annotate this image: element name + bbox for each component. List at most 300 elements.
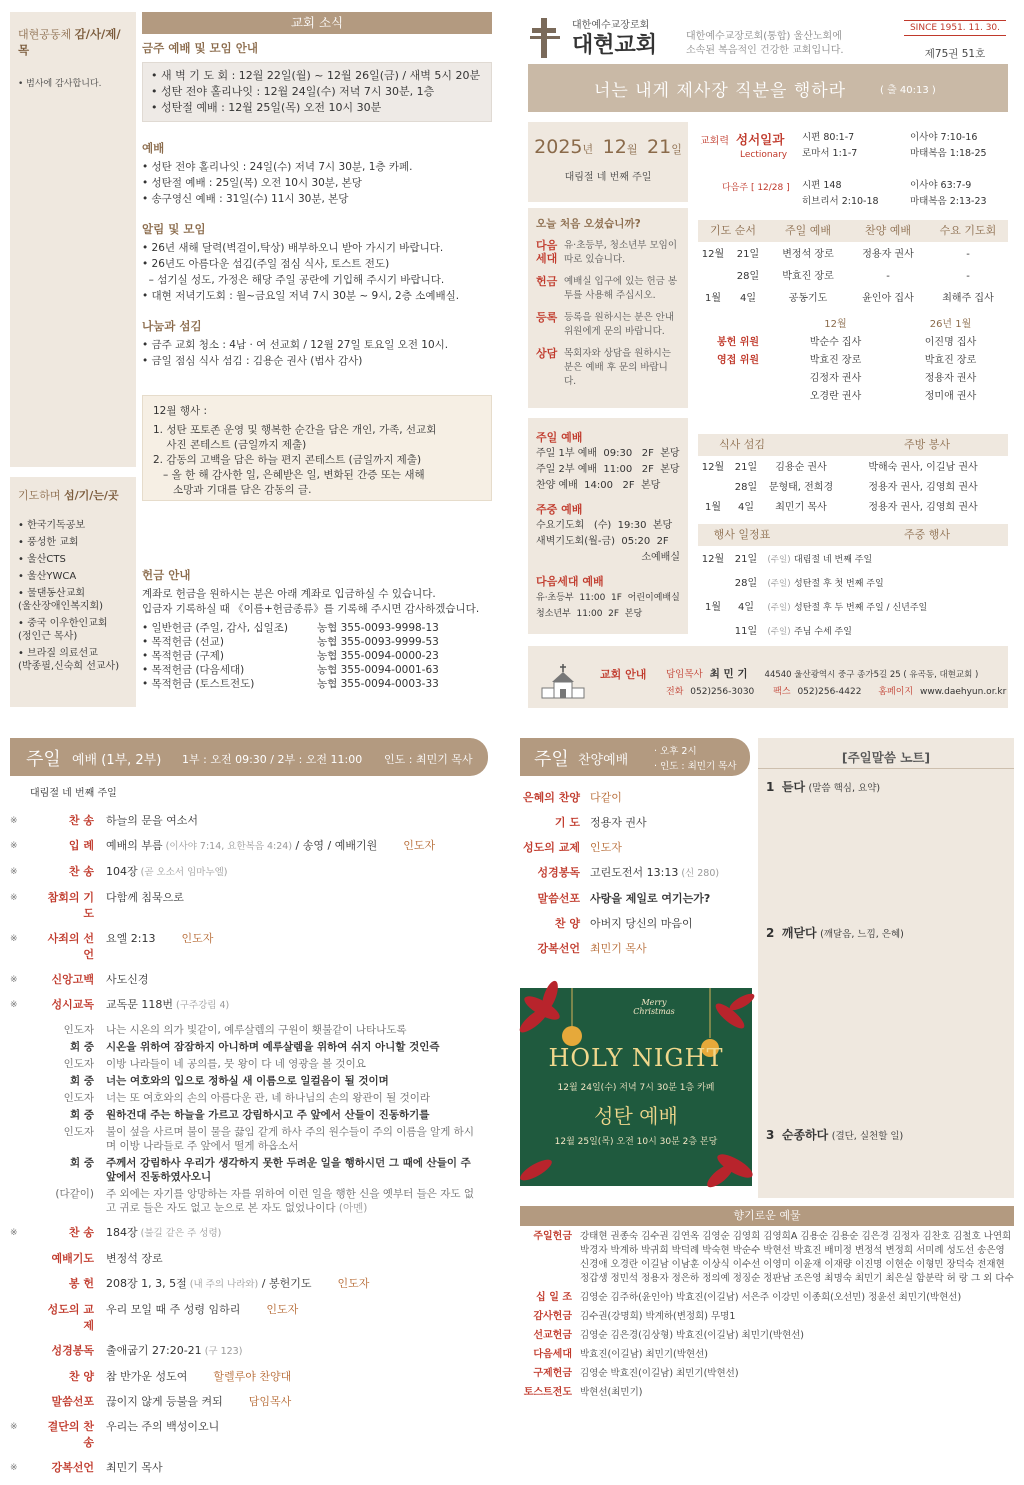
praise-value bbox=[590, 941, 750, 957]
praise-item: 고린도전서 13:13 bbox=[590, 866, 679, 879]
praise-row bbox=[520, 891, 750, 907]
notice-heading: 알림 및 모임 bbox=[142, 222, 206, 236]
service-value bbox=[106, 838, 488, 855]
prayer-cell: 28일 bbox=[736, 271, 760, 282]
praise-value bbox=[590, 790, 750, 806]
service-note: (내 주의 나라와) bbox=[186, 1279, 259, 1290]
prayer-head-cell: 주일 예배 bbox=[784, 224, 831, 237]
committee-row bbox=[698, 388, 1008, 406]
schedule-line: 유·초등부 11:00 1F 어린이예배실 bbox=[536, 593, 680, 603]
prayer-place-item: • 물댄동산교회 (울산장애인복지회) bbox=[18, 588, 104, 612]
bank-account-row bbox=[142, 663, 492, 677]
theme-reference: ( 출 40:13 ) bbox=[880, 85, 936, 96]
service-value bbox=[106, 1460, 488, 1476]
worship-section bbox=[142, 140, 492, 207]
bank-account-number: 농협 355-0094-0000-23 bbox=[317, 650, 439, 662]
meal-head-serve: 식사 섬김 bbox=[718, 438, 765, 451]
praise-service-order bbox=[520, 790, 750, 966]
committee-month-2: 26년 1월 bbox=[929, 319, 972, 330]
date-box bbox=[528, 122, 688, 202]
responsive-reading bbox=[10, 1023, 488, 1215]
offering-type: 다음세대 bbox=[533, 1349, 572, 1360]
meal-cell: 12월 bbox=[701, 462, 725, 473]
news-line: • 금일 점심 식사 섬김 : 김용순 권사 (범사 감사) bbox=[142, 355, 363, 367]
praise-item: 다같이 bbox=[590, 791, 622, 804]
service-value bbox=[106, 931, 488, 947]
service-row bbox=[10, 1302, 488, 1334]
meal-cell: 문형태, 전희경 bbox=[768, 482, 834, 493]
church-logo-icon bbox=[528, 16, 562, 60]
meal-header bbox=[698, 434, 1008, 456]
responsive-speaker: 인도자 bbox=[63, 1126, 94, 1138]
welcome-title: 오늘 처음 오셨습니까? bbox=[536, 218, 641, 230]
denomination: 대한예수교장로회 bbox=[572, 20, 650, 31]
offering-row bbox=[520, 1310, 1014, 1324]
event-row bbox=[698, 548, 1008, 572]
service-key: 찬 송 bbox=[68, 865, 94, 878]
prayer-place-item: • 한국기독공보 bbox=[18, 520, 86, 531]
midweek-times bbox=[536, 518, 680, 566]
committee-member: 이진명 집사 bbox=[924, 337, 977, 348]
event-cell bbox=[698, 620, 728, 644]
responsive-line bbox=[10, 1108, 488, 1122]
thanks-heading bbox=[18, 26, 128, 58]
responsive-line bbox=[10, 1023, 488, 1037]
offering-type: 주일헌금 bbox=[533, 1231, 572, 1242]
praise-item: 사랑을 제일로 여기는가? bbox=[590, 892, 711, 905]
praise-key: 성경봉독 bbox=[537, 866, 580, 879]
offering-names: 김수권(강명희) 박계하(변정희) 무명1 bbox=[580, 1311, 736, 1322]
church-brand bbox=[528, 12, 1018, 64]
event-cell: 21일 bbox=[734, 554, 758, 565]
service-item: 하늘의 문을 여소서 bbox=[106, 814, 199, 827]
service-item-extra: / 봉헌기도 bbox=[258, 1277, 312, 1290]
december-events-box bbox=[142, 395, 492, 501]
responsive-speaker: 인도자 bbox=[63, 1092, 94, 1104]
welcome-value: 목회자와 상담을 원하시는 분은 예배 후 문의 바랍니다. bbox=[564, 348, 671, 387]
praise-key: 은혜의 찬양 bbox=[523, 791, 580, 804]
service-note: (구주강림 4) bbox=[173, 1000, 230, 1011]
committee-row bbox=[698, 352, 1008, 370]
service-value bbox=[106, 1419, 488, 1435]
note-desc-1: (말씀 핵심, 요약) bbox=[808, 783, 881, 794]
service-note: (불길 같은 주 성령) bbox=[137, 1228, 222, 1239]
next-week-readings bbox=[802, 178, 1002, 210]
service-item: 변정석 장로 bbox=[106, 1252, 163, 1265]
service-star: ※ bbox=[10, 867, 18, 877]
praise-row bbox=[520, 815, 750, 831]
service-row bbox=[10, 838, 488, 855]
service-value bbox=[106, 1251, 488, 1267]
welcome-key: 등록 bbox=[536, 311, 558, 324]
note-desc-2: (깨달음, 느낌, 은혜) bbox=[820, 929, 904, 940]
praise-leader: · 인도 : 최민기 목사 bbox=[654, 761, 737, 772]
offering-names: 박효진(이길남) 최민기(박현선) bbox=[580, 1349, 708, 1360]
church-name: 대현교회 bbox=[572, 33, 658, 58]
committee-member: 박효진 장로 bbox=[809, 355, 862, 366]
offering-names: 김영순 김은경(김상형) 박효진(이길남) 최민기(박현선) bbox=[580, 1330, 805, 1341]
prayer-cell: - bbox=[966, 271, 970, 282]
service-key: 찬 양 bbox=[68, 1370, 94, 1383]
events-head-schedule: 행사 일정표 bbox=[713, 528, 771, 541]
event-cell: 1월 bbox=[704, 602, 722, 613]
prayer-row bbox=[698, 266, 1008, 288]
service-item: 요엘 2:13 bbox=[106, 932, 156, 945]
service-item: 교독문 118번 bbox=[106, 998, 173, 1011]
church-desc-line1: 대한예수교장로회(통합) 울산노회에 bbox=[686, 31, 842, 42]
service-row bbox=[10, 1343, 488, 1360]
serve-section bbox=[142, 318, 492, 369]
responsive-text-body: 주 외에는 자기를 앙망하는 자를 위하여 이런 일을 행한 신을 옛부터 들은 자도 없고 귀로 들은 자도 없고 눈으로 본 자도 없었나이다 bbox=[106, 1188, 474, 1214]
responsive-text-body: 나는 시온의 의가 빛같이, 예루살렘의 구원이 횃불같이 나타나도록 bbox=[106, 1024, 407, 1036]
meal-cell: 21일 bbox=[734, 462, 758, 473]
schedule-line: 청소년부 11:00 2F 본당 bbox=[536, 609, 643, 619]
service-star: ※ bbox=[10, 893, 18, 903]
praise-row bbox=[520, 840, 750, 856]
committee-role: 봉헌 위원 bbox=[716, 337, 760, 348]
welcome-row bbox=[536, 239, 680, 267]
schedule-line: 소예배실 bbox=[641, 552, 680, 563]
event-cell: 4일 bbox=[737, 602, 755, 613]
prayer-heading bbox=[18, 487, 128, 503]
committee-member: 오경란 권사 bbox=[809, 391, 862, 402]
service-row bbox=[10, 1394, 488, 1410]
fax-number: 052)256-4422 bbox=[797, 687, 862, 697]
responsive-text bbox=[106, 1156, 488, 1184]
service-leader: 할렐루야 찬양대 bbox=[213, 1370, 292, 1383]
sermon-notes bbox=[758, 738, 1014, 1198]
news-line: • 성탄절 예배 : 25일(목) 오전 10시 30분, 본당 bbox=[142, 177, 362, 189]
praise-item: 정용자 권사 bbox=[590, 816, 647, 829]
service-leader: 인도 : 최민기 목사 bbox=[384, 753, 473, 766]
holy-night-line1: 12월 24일(수) 저녁 7시 30분 1층 카페 bbox=[557, 1083, 715, 1093]
praise-row bbox=[520, 790, 750, 806]
website-link[interactable]: www.daehyun.or.kr bbox=[920, 687, 1007, 697]
event-row bbox=[698, 596, 1008, 620]
prayer-order-rows bbox=[698, 244, 1008, 310]
church-news bbox=[142, 12, 492, 691]
service-key: 입 례 bbox=[68, 839, 94, 852]
event-row bbox=[698, 572, 1008, 596]
responsive-text bbox=[106, 1023, 488, 1037]
committee-member: 김정자 권사 bbox=[809, 373, 862, 384]
service-star: ※ bbox=[10, 1228, 18, 1238]
meal-cell: 4일 bbox=[737, 502, 755, 513]
offerings-list bbox=[520, 1230, 1014, 1405]
next-week-label: 다음주 [ 12/28 ] bbox=[722, 183, 790, 193]
offering-row bbox=[520, 1291, 1014, 1305]
notice-section bbox=[142, 221, 492, 304]
offering-type: 십 일 조 bbox=[536, 1292, 572, 1303]
news-line: • 26년도 아름다운 섬김(주일 점심 식사, 토스트 전도) bbox=[142, 258, 390, 270]
service-note: (이사야 7:14, 요한복음 4:24) bbox=[162, 841, 293, 852]
offering-row bbox=[520, 1386, 1014, 1400]
note-desc-3: (결단, 실천할 일) bbox=[831, 1131, 904, 1142]
news-line: 사진 콘테스트 (금일까지 제출) bbox=[153, 439, 307, 451]
meal-cell: 1월 bbox=[704, 502, 722, 513]
offering-names: 박현선(최민기) bbox=[580, 1387, 643, 1398]
holy-night-script: Merry Christmas bbox=[633, 998, 675, 1016]
schedule-line: 새벽기도회(월-금) 05:20 2F bbox=[536, 536, 669, 547]
website-label: 홈페이지 bbox=[878, 687, 914, 697]
meal-cell: 최민기 목사 bbox=[775, 502, 827, 513]
news-line: • 금주 교회 청소 : 4남 · 여 선교회 / 12월 27일 토요일 오전 10시. bbox=[142, 339, 449, 351]
praise-item: 최민기 목사 bbox=[590, 942, 647, 955]
reading-row bbox=[802, 178, 1002, 194]
praise-service-banner bbox=[520, 738, 750, 776]
donation-intro2: 입금자 기록하실 때 《이름+헌금종류》를 기록해 주시면 감사하겠습니다. bbox=[142, 603, 480, 615]
date-line bbox=[528, 136, 688, 158]
prayer-cell: 박효진 장로 bbox=[782, 271, 834, 282]
committee-role bbox=[698, 370, 778, 388]
reading-left: 시편 148 bbox=[802, 180, 842, 191]
service-title2: 예배 (1부, 2부) bbox=[72, 753, 162, 768]
lectionary bbox=[698, 122, 1008, 218]
service-item: 104장 bbox=[106, 865, 138, 878]
bank-account-row bbox=[142, 621, 492, 635]
contact-label: 교회 안내 bbox=[600, 668, 647, 681]
service-season: 대림절 네 번째 주일 bbox=[30, 788, 117, 799]
christmas-service-title: 성탄 예배 bbox=[594, 1104, 678, 1128]
committee-row bbox=[698, 370, 1008, 388]
meal-row bbox=[698, 498, 1008, 518]
service-item: 우리 모일 때 주 성령 임하리 bbox=[106, 1303, 241, 1316]
prayer-head-cell: 찬양 예배 bbox=[864, 224, 911, 237]
service-leader: 인도자 bbox=[266, 1303, 299, 1316]
service-item: 참 반가운 성도여 bbox=[106, 1370, 188, 1383]
responsive-text bbox=[106, 1187, 488, 1215]
service-value bbox=[106, 1369, 488, 1385]
responsive-text bbox=[106, 1040, 488, 1054]
welcome-row bbox=[536, 275, 680, 303]
committee-member: 정미애 권사 bbox=[924, 391, 977, 402]
meal-cell: 김용순 권사 bbox=[775, 462, 827, 473]
note-title-1: 듣다 bbox=[781, 780, 806, 794]
responsive-speaker: 인도자 bbox=[63, 1058, 94, 1070]
news-line: • 성탄 전야 홀리나잇 : 24일(수) 저녁 7시 30분, 1층 카페. bbox=[142, 161, 413, 173]
thanks-label: 대현공동체 bbox=[18, 28, 72, 41]
bank-account-number: 농협 355-0094-0001-63 bbox=[317, 664, 439, 676]
news-line: • 새 벽 기 도 회 : 12월 22일(월) ~ 12월 26일(금) / 새벽 5시 20분 bbox=[151, 69, 481, 82]
service-row bbox=[10, 890, 488, 922]
service-item: 다함께 침묵으로 bbox=[106, 891, 184, 904]
event-cell bbox=[698, 572, 728, 596]
worship-lines bbox=[142, 159, 492, 207]
event-cell: 12월 bbox=[701, 554, 725, 565]
serve-heading: 나눔과 섬김 bbox=[142, 319, 202, 333]
service-key: 참회의 기도 bbox=[47, 891, 94, 920]
fax-label: 팩스 bbox=[773, 687, 791, 697]
responsive-speaker: (다같이) bbox=[55, 1188, 94, 1200]
service-key: 성도의 교제 bbox=[47, 1303, 94, 1332]
service-item: 최민기 목사 bbox=[106, 1461, 163, 1474]
welcome-rows bbox=[536, 239, 680, 389]
service-star: ※ bbox=[10, 1000, 18, 1010]
praise-row bbox=[520, 941, 750, 957]
reading-right: 마태복음 2:13-23 bbox=[910, 196, 987, 207]
date-month-unit: 월 bbox=[626, 143, 638, 156]
church-address: 44540 울산광역시 중구 종가5길 25 ( 유곡동, 대현교회 ) bbox=[764, 670, 979, 680]
bank-account-row bbox=[142, 649, 492, 663]
note-item-1 bbox=[766, 778, 880, 795]
events-table bbox=[698, 524, 1008, 644]
responsive-text bbox=[106, 1057, 488, 1071]
service-leader: 담임목사 bbox=[248, 1395, 292, 1408]
service-star: ※ bbox=[10, 975, 18, 985]
prayer-cell: 21일 bbox=[736, 249, 760, 260]
welcome-key: 상담 bbox=[536, 347, 558, 360]
sunday-service-order bbox=[10, 784, 488, 1485]
tel-number: 052)256-3030 bbox=[690, 687, 755, 697]
service-value bbox=[106, 1302, 488, 1318]
prayer-head-cell: 기도 순서 bbox=[709, 224, 756, 237]
service-key: 강복선언 bbox=[51, 1461, 94, 1474]
committee-member: 박효진 장로 bbox=[924, 355, 977, 366]
service-key: 봉 헌 bbox=[68, 1277, 94, 1290]
bank-account-name: • 일반헌금 (주일, 감사, 십일조) bbox=[142, 622, 288, 634]
service-row bbox=[10, 1276, 488, 1293]
meal-cell bbox=[698, 478, 728, 498]
events-header bbox=[698, 524, 1008, 546]
praise-item: 인도자 bbox=[590, 841, 622, 854]
reading-left: 시편 80:1-7 bbox=[802, 132, 855, 143]
prayer-cell bbox=[698, 266, 728, 288]
offering-names: 김영순 김주하(윤인아) 박효진(이길남) 서은주 이강민 이종희(오선민) 정윤선 최민기(박현선) bbox=[580, 1292, 962, 1303]
event-cell: 11일 bbox=[734, 626, 758, 637]
service-key: 말씀선포 bbox=[51, 1395, 94, 1408]
bank-account-name: • 목적헌금 (다음세대) bbox=[142, 664, 245, 676]
service-row bbox=[10, 1460, 488, 1476]
bank-account-name: • 목적헌금 (구제) bbox=[142, 650, 224, 662]
offering-type: 감사헌금 bbox=[533, 1311, 572, 1322]
committee-header bbox=[698, 316, 1008, 334]
welcome-key: 다음세대 bbox=[536, 239, 558, 265]
prayer-place-item: • 울산YWCA bbox=[18, 571, 77, 582]
church-desc-line2: 소속된 복음적인 건강한 교회입니다. bbox=[686, 45, 844, 56]
date-month: 12 bbox=[602, 136, 627, 158]
news-line: 2. 감동의 고백을 담은 하늘 편지 콘테스트 (금일까지 제출) bbox=[153, 454, 422, 466]
responsive-speaker: 회 중 bbox=[70, 1109, 94, 1121]
lectionary-readings bbox=[802, 130, 1002, 162]
news-line: • 26년 새해 달력(벽걸이,탁상) 배부하오니 받아 가시기 바랍니다. bbox=[142, 242, 444, 254]
date-subtitle: 대림절 네 번째 주일 bbox=[564, 172, 652, 183]
bank-account-number: 농협 355-0093-9999-53 bbox=[317, 636, 439, 648]
committee-table bbox=[698, 316, 1008, 406]
praise-row bbox=[520, 865, 750, 882]
offering-names: 김영순 박효진(이길남) 최민기(박현선) bbox=[580, 1368, 739, 1379]
bank-account-name: • 목적헌금 (선교) bbox=[142, 636, 224, 648]
news-line: • 송구영신 예배 : 31일(수) 11시 30분, 본당 bbox=[142, 193, 349, 205]
service-star: ※ bbox=[10, 816, 18, 826]
committee-row bbox=[698, 334, 1008, 352]
prayer-cell: 정용자 권사 bbox=[862, 249, 914, 260]
lectionary-title: 성서일과 bbox=[736, 132, 785, 147]
praise-time: · 오후 2시 bbox=[654, 746, 697, 757]
donation-intro1: 계좌로 헌금을 원하시는 분은 아래 계좌로 입금하실 수 있습니다. bbox=[142, 588, 436, 600]
service-key: 찬 송 bbox=[68, 814, 94, 827]
praise-key: 찬 양 bbox=[554, 917, 580, 930]
prayer-order-table bbox=[698, 220, 1008, 310]
prayer-place-item: • 중국 이우한인교회 (정인근 목사) bbox=[18, 618, 108, 642]
prayer-order-header bbox=[698, 220, 1008, 242]
service-value bbox=[106, 1225, 488, 1242]
welcome-key: 헌금 bbox=[536, 275, 558, 288]
prayer-cell: 최해주 집사 bbox=[942, 293, 994, 304]
reading-left: 로마서 1:1-7 bbox=[802, 148, 858, 159]
since-badge: SINCE 1951. 11. 30. bbox=[904, 20, 1006, 36]
schedule-line: 주일 1부 예배 09:30 2F 본당 bbox=[536, 448, 680, 459]
service-row bbox=[10, 931, 488, 963]
thanks-title: 감/사/제/목 bbox=[18, 27, 121, 57]
event-cell: (주일) bbox=[767, 555, 791, 565]
note-num-1: 1 bbox=[766, 780, 775, 794]
news-line: • 성탄 전야 홀리나잇 : 12월 24일(수) 저녁 7시 30분, 1층 bbox=[151, 85, 435, 98]
service-row bbox=[10, 1251, 488, 1267]
contact-bar bbox=[528, 646, 1008, 708]
committee-role: 영접 위원 bbox=[716, 355, 760, 366]
news-line: 소망과 기대를 담은 감동의 글. bbox=[153, 484, 312, 496]
reading-row bbox=[802, 194, 1002, 210]
sunday-worship-heading: 주일 예배 bbox=[536, 431, 583, 444]
reading-right: 마태복음 1:18-25 bbox=[910, 148, 987, 159]
contact-line2 bbox=[666, 684, 1006, 697]
responsive-speaker: 회 중 bbox=[70, 1157, 94, 1169]
meal-row bbox=[698, 478, 1008, 498]
event-cell: 성탄절 후 첫 번째 주일 bbox=[794, 579, 884, 589]
date-day-unit: 일 bbox=[671, 143, 682, 156]
service-row bbox=[10, 864, 488, 881]
sunday-service-banner bbox=[10, 738, 488, 776]
thanks-panel bbox=[10, 12, 136, 467]
responsive-line bbox=[10, 1074, 488, 1088]
responsive-line bbox=[10, 1091, 488, 1105]
service-value bbox=[106, 1394, 488, 1410]
bank-account-row bbox=[142, 677, 492, 691]
church-building-icon bbox=[538, 662, 588, 702]
committee-member: 박순수 집사 bbox=[809, 337, 862, 348]
service-item: 우리는 주의 백성이오니 bbox=[106, 1420, 220, 1433]
responsive-text-body: 시온을 위하여 잠잠하지 아니하며 예루살렘을 위하여 쉬지 아니할 것인즉 bbox=[106, 1041, 440, 1053]
schedule-line: 찬양 예배 14:00 2F 본당 bbox=[536, 480, 661, 491]
note-num-2: 2 bbox=[766, 926, 775, 940]
theme-banner bbox=[528, 64, 1008, 112]
pastor-name: 최 민 기 bbox=[709, 668, 748, 680]
donation-heading: 헌금 안내 bbox=[142, 568, 191, 582]
december-lines bbox=[153, 423, 481, 498]
meal-cell: 박해숙 권사, 이길남 권사 bbox=[868, 462, 978, 473]
this-week-box bbox=[142, 62, 492, 122]
next-gen-times bbox=[536, 590, 680, 622]
offering-type: 구제헌금 bbox=[533, 1368, 572, 1379]
prayer-places-panel bbox=[10, 477, 136, 707]
lectionary-label: 교회력 bbox=[700, 136, 729, 147]
meal-cell: 정용자 권사, 김영희 권사 bbox=[868, 482, 978, 493]
prayer-cell: - bbox=[886, 271, 890, 282]
responsive-text bbox=[106, 1091, 488, 1105]
committee-month-1: 12월 bbox=[824, 319, 847, 330]
service-row bbox=[10, 972, 488, 988]
events-rows bbox=[698, 548, 1008, 644]
responsive-text bbox=[106, 1125, 488, 1153]
praise-value bbox=[590, 865, 750, 882]
bank-account-number: 농협 355-0094-0003-33 bbox=[317, 678, 439, 690]
bank-account-name: • 목적헌금 (토스트전도) bbox=[142, 678, 255, 690]
responsive-line bbox=[10, 1040, 488, 1054]
offering-row bbox=[520, 1348, 1014, 1362]
donation-section bbox=[142, 567, 492, 691]
service-star: ※ bbox=[10, 934, 18, 944]
bank-accounts bbox=[142, 621, 492, 691]
